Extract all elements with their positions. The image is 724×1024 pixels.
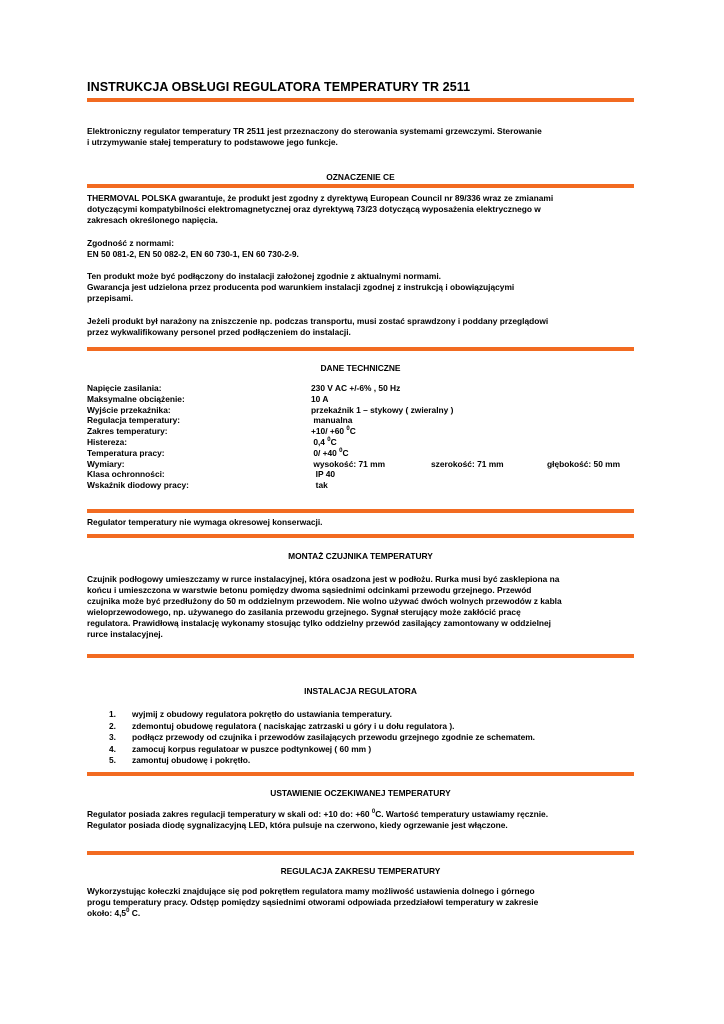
- text-line: [87, 908, 634, 919]
- divider: [87, 772, 634, 776]
- spec-row: [87, 405, 634, 416]
- divider: [87, 347, 634, 351]
- divider: [87, 654, 634, 658]
- setting-paragraph: [87, 809, 634, 831]
- spec-value: [311, 426, 356, 437]
- spec-row: [87, 383, 634, 394]
- intro-paragraph: [87, 126, 634, 148]
- text-line: Regulator posiada diodę sygnalizacyjną LED, która pulsuje na czerwono, kiedy ogrzewanie jest włączone.: [87, 820, 508, 830]
- divider: [87, 534, 634, 538]
- spec-value: 10 A: [311, 393, 329, 404]
- spec-value: [311, 437, 337, 448]
- section-heading-tech: DANE TECHNICZNE: [320, 363, 401, 373]
- divider: [87, 509, 634, 513]
- value-text: 0,4: [311, 436, 328, 447]
- text-line: Wykorzystując kołeczki znajdujące się pod pokrętłem regulatora mamy możliwość ustawienia dolnego i górnego: [87, 886, 535, 896]
- spec-label: Temperatura pracy:: [87, 447, 165, 458]
- text-line: THERMOVAL POLSKA gwarantuje, że produkt jest zgodny z dyrektywą European Council nr 89/336 wraz ze zmianami: [87, 193, 554, 203]
- text-line: Gwarancja jest udzielona przez producenta pod warunkiem instalacji zgodnej z instrukcją i obowiązującymi: [87, 282, 515, 292]
- ce-norms: [87, 238, 634, 260]
- range-paragraph: [87, 886, 634, 919]
- step-text: podłącz przewody od czujnika i przewodów zasilających przewodu grzejnego zgodnie ze schematem.: [132, 732, 536, 743]
- spec-value: tak: [311, 480, 328, 491]
- spec-label: Maksymalne obciążenie:: [87, 393, 185, 404]
- unit-text: C: [342, 447, 349, 458]
- text-line: i utrzymywanie stałej temperatury to podstawowe jego funkcje.: [87, 137, 338, 147]
- spec-label: Napięcie zasilania:: [87, 383, 162, 393]
- step-text: zamontuj obudowę i pokrętło.: [132, 755, 251, 766]
- spec-value-depth: głębokość: 50 mm: [547, 458, 621, 469]
- text-line: czujnika może być przedłużony do 50 m oddzielnym przewodem. Nie wolno używać dwóch wolnych przewodów z kabla: [87, 596, 562, 606]
- value-text: +10/ +60: [311, 426, 347, 437]
- text-line: Czujnik podłogowy umieszczamy w rurce instalacyjnej, która osadzona jest w podłożu. Rurka musi być zasklepiona na: [87, 574, 560, 584]
- spec-row: [87, 448, 634, 459]
- unit-text: C: [349, 426, 356, 437]
- text-line: Ten produkt może być podłączony do instalacji założonej zgodnie z aktualnymi normami.: [87, 271, 441, 281]
- text-line: dotyczącymi kompatybilności elektromagnetycznej oraz dyrektywą 73/23 dotyczącą wyposażenia elektrycznego w: [87, 204, 541, 214]
- tech-spec-table: [87, 383, 634, 491]
- section-heading-installation: INSTALACJA REGULATORA: [304, 686, 417, 696]
- spec-label: Regulacja temperatury:: [87, 415, 181, 426]
- ce-install: [87, 271, 634, 304]
- degree-sup: 0: [339, 447, 343, 454]
- degree-sup: 0: [327, 437, 331, 444]
- spec-label: Wskaźnik diodowy pracy:: [87, 480, 189, 491]
- text-span: Regulator posiada zakres regulacji temperatury w skali od: +10 do: +60: [87, 809, 372, 819]
- text-line: [87, 809, 634, 820]
- text-line: Elektroniczny regulator temperatury TR 2511 jest przeznaczony do sterowania systemami grzewczymi. Sterowanie: [87, 126, 542, 136]
- spec-label: Wyjście przekaźnika:: [87, 404, 171, 415]
- text-line: EN 50 081-2, EN 50 082-2, EN 60 730-1, EN 60 730-2-9.: [87, 249, 299, 259]
- spec-value: 230 V AC +/-6% , 50 Hz: [311, 383, 401, 393]
- spec-value: IP 40: [311, 469, 336, 480]
- spec-value: wysokość: 71 mm: [311, 458, 386, 469]
- step-number: 4.: [109, 743, 116, 754]
- step-text: wyjmij z obudowy regulatora pokrętło do ustawiania temperatury.: [132, 709, 392, 719]
- divider: [87, 851, 634, 855]
- document-title: INSTRUKCJA OBSŁUGI REGULATORA TEMPERATURY TR 2511: [87, 80, 471, 94]
- section-heading-setting: USTAWIENIE OCZEKIWANEJ TEMPERATURY: [270, 788, 451, 798]
- value-text: 0/ +40: [311, 447, 340, 458]
- step-number: 5.: [109, 755, 116, 766]
- spec-label: Histereza:: [87, 436, 128, 447]
- step-number: 1.: [109, 709, 116, 719]
- spec-row: [87, 394, 634, 405]
- unit-text: C: [330, 436, 337, 447]
- section-heading-range: REGULACJA ZAKRESU TEMPERATURY: [280, 866, 441, 876]
- text-line: końcu i umieszczona w warstwie betonu pomiędzy dwoma sąsiednimi odcinkami przewodu grzejnego. Przewód: [87, 585, 532, 595]
- spec-row: [87, 469, 634, 480]
- ce-damage: [87, 316, 634, 338]
- text-line: zakresach określonego napięcia.: [87, 215, 218, 225]
- spec-label: Zakres temperatury:: [87, 426, 168, 437]
- degree-sup: 0: [126, 908, 130, 915]
- spec-row: [87, 437, 634, 448]
- divider: [87, 98, 634, 102]
- text-line: rurce instalacyjnej.: [87, 629, 163, 639]
- spec-row: [87, 480, 634, 491]
- text-line: wieloprzewodowego, np. używanego do zasilania przewodu grzejnego. Sygnał sterujący może zakłócić pracę: [87, 607, 521, 617]
- text-line: przepisami.: [87, 293, 134, 303]
- text-line: Zgodność z normami:: [87, 238, 175, 248]
- spec-row: [87, 415, 634, 426]
- text-line: przez wykwalifikowany personel przed podłączeniem do instalacji.: [87, 327, 351, 337]
- text-span: około: 4,5: [87, 908, 127, 918]
- spec-label: Klasa ochronności:: [87, 469, 165, 480]
- text-span: C.: [129, 908, 141, 918]
- spec-value: przekaźnik 1 – stykowy ( zwieralny ): [311, 404, 454, 415]
- text-span: C. Wartość temperatury ustawiamy ręcznie.: [375, 809, 549, 819]
- step-number: 2.: [109, 720, 116, 731]
- section-heading-ce: OZNACZENIE CE: [326, 172, 395, 182]
- text-line: progu temperatury pracy. Odstęp pomiędzy sąsiednimi otworami odpowiada przedziałowi temperatury w zakresie: [87, 897, 539, 907]
- step-text: zamocuj korpus regulatoar w puszce podtynkowej ( 60 mm ): [132, 743, 372, 754]
- sensor-paragraph: [87, 574, 634, 640]
- section-heading-sensor: MONTAŻ CZUJNIKA TEMPERATURY: [288, 551, 433, 561]
- spec-row: [87, 426, 634, 437]
- spec-value-width: szerokość: 71 mm: [431, 458, 504, 469]
- text-line: regulatora. Prawidłową instalację wykonamy stosując tylko oddzielny przewód zasilający zamontowany w oddzielnej: [87, 618, 552, 628]
- spec-row: [87, 459, 634, 470]
- divider: [87, 184, 634, 188]
- spec-label: Wymiary:: [87, 458, 125, 469]
- spec-value: [311, 448, 349, 459]
- degree-sup: 0: [371, 809, 376, 816]
- step-number: 3.: [109, 732, 116, 743]
- spec-value: manualna: [311, 415, 353, 426]
- ce-guarantee: [87, 193, 634, 226]
- text-line: Jeżeli produkt był narażony na zniszczenie np. podczas transportu, musi zostać sprawdzony i poddany przeglądowi: [87, 316, 549, 326]
- maintenance-note: Regulator temperatury nie wymaga okresowej konserwacji.: [87, 517, 323, 527]
- degree-sup: 0: [346, 426, 350, 433]
- step-text: zdemontuj obudowę regulatora ( naciskając zatrzaski u góry i u dołu regulatora ).: [132, 720, 455, 731]
